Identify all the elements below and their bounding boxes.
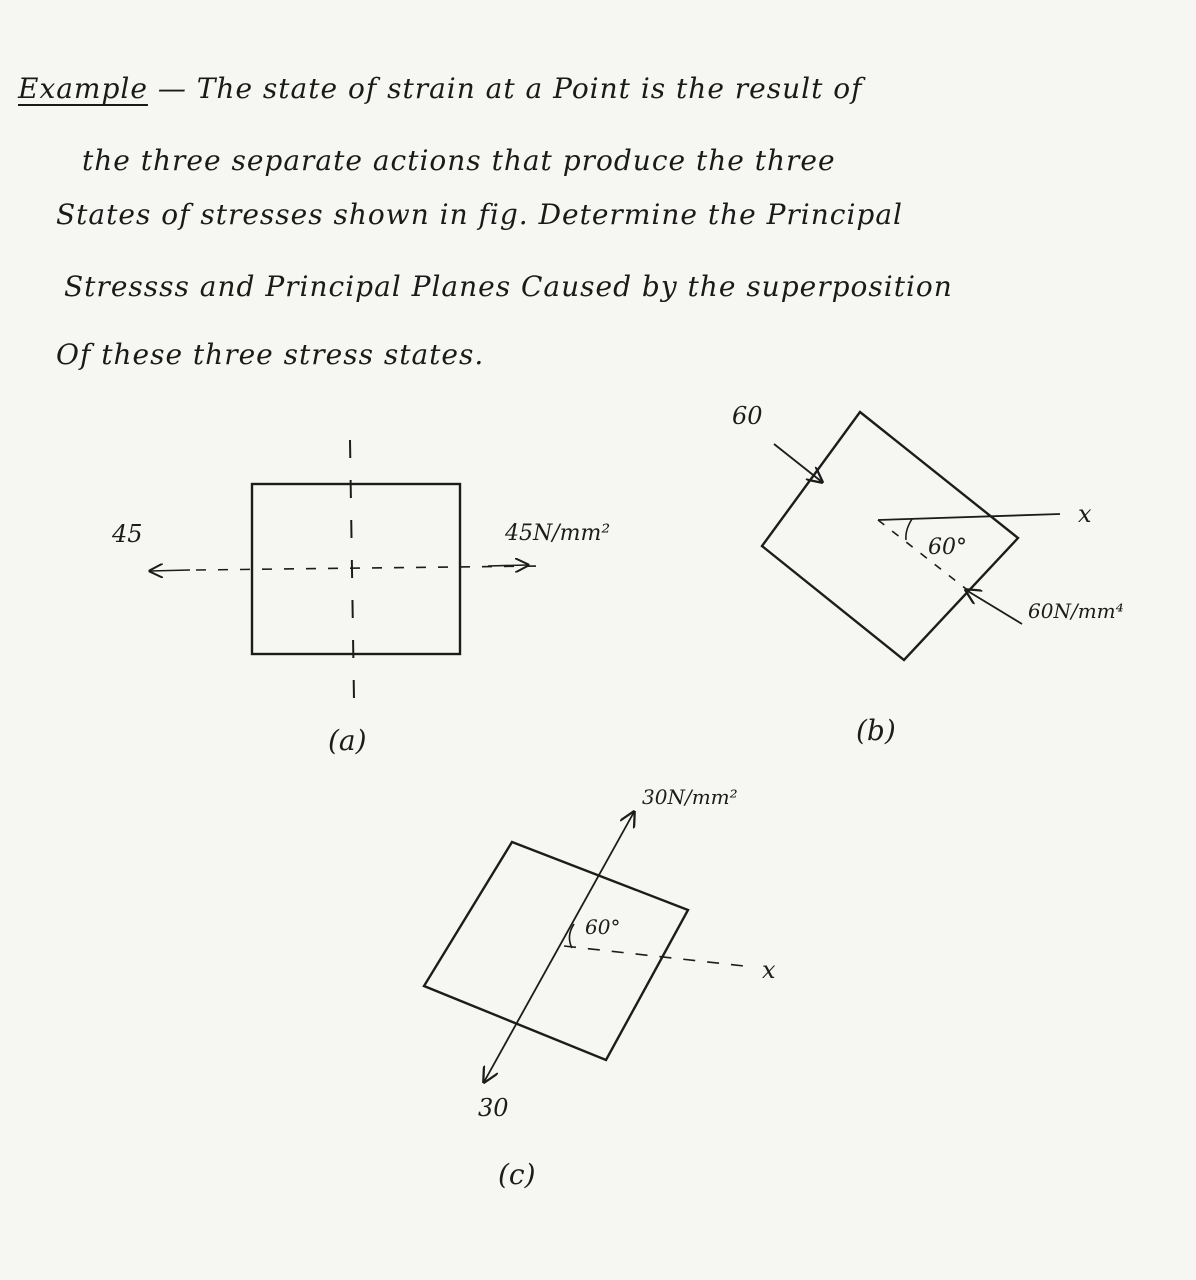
- fig-c-top-label: 30N/mm²: [642, 785, 738, 809]
- fig-b-top-arrow: [774, 444, 822, 482]
- fig-c-angle-label: 60°: [585, 915, 621, 939]
- fig-a-right-label: 45N/mm²: [505, 521, 611, 546]
- figure-b: [732, 402, 1124, 747]
- problem-line-2: the three separate actions that produce the three: [82, 144, 836, 177]
- fig-b-caption: (b): [856, 714, 896, 747]
- fig-b-right-label: 60N/mm⁴: [1028, 599, 1124, 623]
- fig-c-axis-label: x: [762, 956, 776, 984]
- fig-a-left-label: 45: [112, 520, 143, 548]
- fig-a-left-arrow: [150, 570, 190, 571]
- fig-a-right-arrow: [488, 565, 528, 566]
- fig-b-x-axis: [878, 514, 1060, 520]
- fig-a-element: [252, 484, 460, 654]
- example-dash: —: [147, 72, 197, 105]
- figure-c: [424, 785, 776, 1191]
- problem-text-1: The state of strain at a Point is the result of: [196, 72, 863, 105]
- fig-b-right-arrow: [966, 590, 1022, 624]
- fig-c-x-dashed: [564, 946, 744, 966]
- fig-c-caption: (c): [498, 1158, 536, 1191]
- figure-a: [111, 440, 610, 757]
- fig-b-axis-label: x: [1078, 500, 1092, 528]
- fig-c-bottom-label: 30: [478, 1094, 509, 1122]
- example-label: Example: [18, 72, 148, 105]
- fig-b-element: [762, 412, 1018, 660]
- fig-b-top-label: 60: [732, 402, 763, 430]
- fig-a-vertical-centerline: [350, 440, 354, 700]
- fig-b-angle-arc: [906, 519, 912, 540]
- fig-b-angle-label: 60°: [928, 535, 967, 560]
- fig-a-caption: (a): [328, 724, 367, 757]
- problem-line-5: Of these three stress states.: [56, 338, 485, 371]
- problem-line-4: Stressss and Principal Planes Caused by the superposition: [64, 270, 953, 303]
- problem-line-3: States of stresses shown in fig. Determine the Principal: [56, 198, 903, 231]
